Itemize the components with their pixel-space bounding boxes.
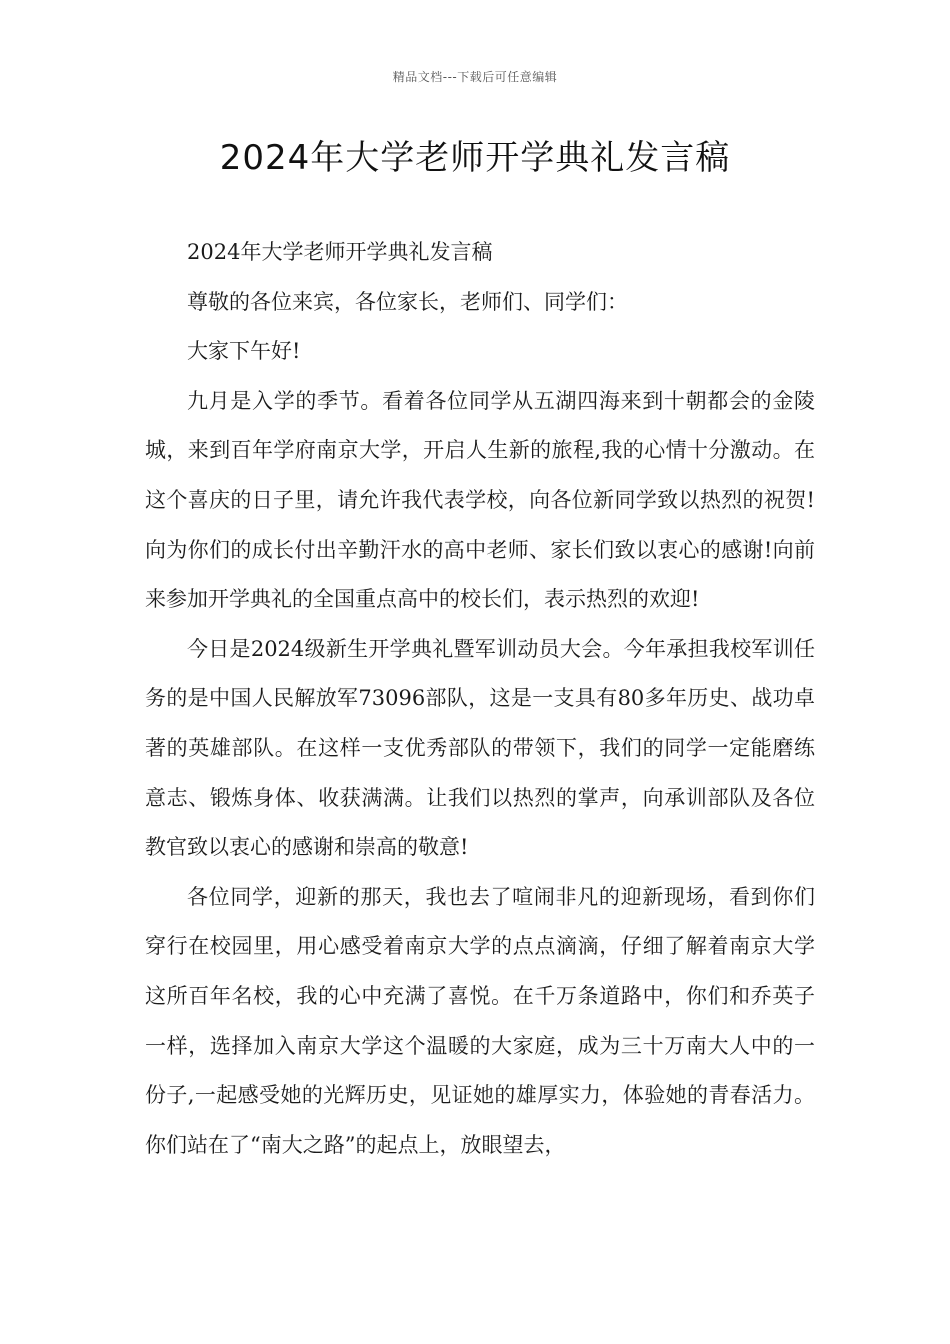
paragraph-subtitle: 2024年大学老师开学典礼发言稿 [187,240,493,264]
paragraph-salutation: 尊敬的各位来宾，各位家长，老师们、同学们： [187,289,628,314]
paragraph-2: 今日是2024级新生开学典礼暨军训动员大会。今年承担我校军训任务的是中国人民解放军73096部队，这是一支具有80多年历史、战功卓著的英雄部队。在这样一支优秀部队的带领下，我们的同学一定能磨练意志、锻炼身体、收获满满。让我们以热烈的掌声，向承训部队及各位教官致以衷心的感谢和崇高的敬意! [145,636,815,860]
header-note: 精品文档---下载后可任意编辑 [392,70,558,84]
document-title: 2024年大学老师开学典礼发言稿 [219,138,731,178]
document-body [145,228,815,1170]
paragraph-greeting: 大家下午好! [187,339,301,364]
paragraph-1: 九月是入学的季节。看着各位同学从五湖四海来到十朝都会的金陵城，来到百年学府南京大学，开启人生新的旅程,我的心情十分激动。在这个喜庆的日子里，请允许我代表学校，向各位新同学致以热烈的祝贺!向为你们的成长付出辛勤汗水的高中老师、家长们致以衷心的感谢!向前来参加开学典礼的全国重点高中的校长们，表示热烈的欢迎! [145,388,815,612]
paragraph-3: 各位同学，迎新的那天，我也去了喧闹非凡的迎新现场，看到你们穿行在校园里，用心感受着南京大学的点点滴滴，仔细了解着南京大学这所百年名校，我的心中充满了喜悦。在千万条道路中，你们和乔英子一样，选择加入南京大学这个温暖的大家庭，成为三十万南大人中的一份子,一起感受她的光辉历史，见证她的雄厚实力，体验她的青春活力。你们站在了“南大之路”的起点上，放眼望去， [145,884,815,1157]
